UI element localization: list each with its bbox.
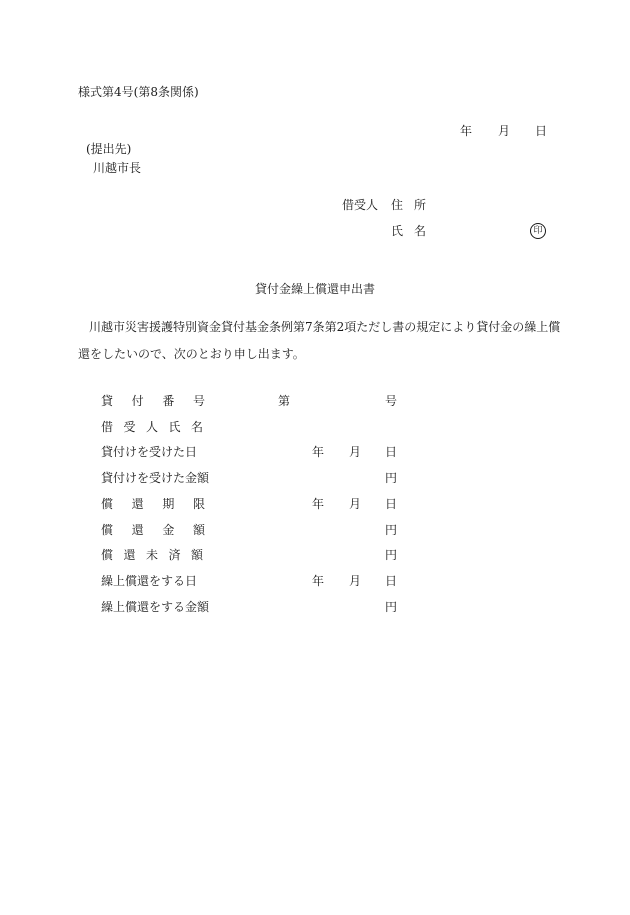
body-line-2: 還をしたいので、次のとおり申し出ます。 (78, 347, 305, 361)
item-label: 貸付けを受けた日 (101, 445, 198, 459)
item-label: 償 還 金 額 (101, 523, 205, 537)
table-row (0, 496, 630, 512)
item-label: 繰上償還をする日 (101, 574, 198, 588)
table-row (0, 599, 630, 615)
item-year-label: 年 (312, 497, 325, 511)
item-suffix: 円 (385, 523, 398, 537)
seal-mark: 印 (530, 223, 546, 239)
form-number: 様式第4号(第8条関係) (78, 85, 199, 99)
item-label: 償 還 期 限 (101, 497, 205, 511)
item-year-label: 年 (312, 445, 325, 459)
table-row (0, 444, 630, 460)
date-month-label: 月 (498, 124, 511, 138)
recipient: 川越市長 (93, 161, 142, 175)
item-suffix: 円 (385, 471, 398, 485)
borrower-label: 借受人 (342, 198, 379, 212)
item-year-label: 年 (312, 574, 325, 588)
item-suffix: 日 (385, 445, 398, 459)
item-label: 繰上償還をする金額 (101, 600, 210, 614)
item-suffix: 円 (385, 548, 398, 562)
name-label: 氏 名 (391, 224, 426, 238)
table-row (0, 470, 630, 486)
item-label: 貸付けを受けた金額 (101, 471, 210, 485)
table-row (0, 573, 630, 589)
address-label: 住 所 (391, 198, 426, 212)
item-label: 借 受 人 氏 名 (101, 420, 203, 434)
submit-to-label: (提出先) (86, 142, 132, 156)
item-prefix: 第 (278, 394, 291, 408)
table-row (0, 522, 630, 538)
item-month-label: 月 (349, 574, 362, 588)
item-suffix: 号 (385, 394, 398, 408)
item-month-label: 月 (349, 497, 362, 511)
table-row (0, 419, 630, 435)
item-suffix: 日 (385, 574, 398, 588)
date-year-label: 年 (460, 124, 473, 138)
item-label: 償 還 未 済 額 (101, 548, 203, 562)
date-day-label: 日 (535, 124, 548, 138)
table-row (0, 393, 630, 409)
table-row (0, 547, 630, 563)
body-line-1: 川越市災害援護特別資金貸付基金条例第7条第2項ただし書の規定により貸付金の繰上償 (89, 320, 561, 334)
item-month-label: 月 (349, 445, 362, 459)
item-suffix: 日 (385, 497, 398, 511)
document-title: 貸付金繰上償還申出書 (255, 282, 376, 296)
item-suffix: 円 (385, 600, 398, 614)
item-label: 貸 付 番 号 (101, 394, 205, 408)
